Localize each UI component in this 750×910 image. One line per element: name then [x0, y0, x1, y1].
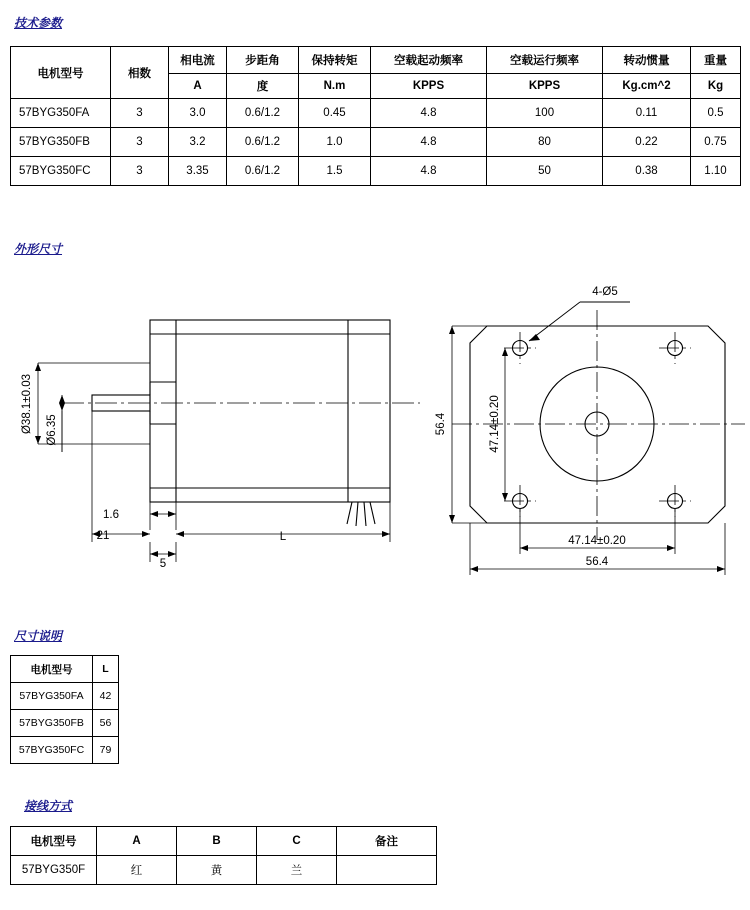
- col-header-length: L: [93, 656, 119, 683]
- motor-body-outline: [150, 320, 390, 502]
- dim-shaft-length-21: 21: [96, 530, 110, 542]
- table-row: [11, 856, 437, 885]
- dim-outer-width: 56.4: [585, 556, 609, 568]
- unit-step-angle: 度: [227, 74, 299, 99]
- cell-holding-torque: 1.5: [299, 157, 371, 186]
- tech-params-title: 技术参数: [14, 16, 63, 30]
- cell-holding-torque: 1.0: [299, 128, 371, 157]
- size-description-title: 尺寸说明: [14, 629, 63, 643]
- dim-outer-height: 56.4: [435, 412, 447, 436]
- size-description-table: [10, 655, 119, 764]
- cell-length: 56: [93, 710, 119, 737]
- cell-model: 57BYG350FC: [11, 737, 93, 764]
- cell-inertia: 0.11: [603, 99, 691, 128]
- cell-noload-start-freq: 4.8: [371, 128, 487, 157]
- cell-model: 57BYG350FB: [11, 710, 93, 737]
- col-header-inertia: 转动惯量: [603, 47, 691, 74]
- cell-weight: 0.75: [691, 128, 741, 157]
- cell-inertia: 0.22: [603, 128, 691, 157]
- cell-wire-a: 红: [97, 856, 177, 885]
- cell-wire-c: 兰: [257, 856, 337, 885]
- cell-model: 57BYG350FC: [11, 157, 111, 186]
- table-header-row-1: [11, 47, 741, 74]
- dim-keyflat-5: 5: [159, 558, 167, 570]
- cell-phases: 3: [111, 99, 169, 128]
- table-row: [11, 683, 119, 710]
- table-header-row: [11, 827, 437, 856]
- cell-step-angle: 0.6/1.2: [227, 157, 299, 186]
- cell-model: 57BYG350F: [11, 856, 97, 885]
- col-header-model: 电机型号: [11, 827, 97, 856]
- col-header-holding-torque: 保持转矩: [299, 47, 371, 74]
- cell-noload-run-freq: 80: [487, 128, 603, 157]
- unit-weight: Kg: [691, 74, 741, 99]
- col-header-phases: 相数: [111, 47, 169, 99]
- dim-body-length-L: L: [279, 531, 287, 543]
- dim-shaft-diameter: Ø6.35: [46, 414, 58, 446]
- col-header-phase-current: 相电流: [169, 47, 227, 74]
- cell-step-angle: 0.6/1.2: [227, 128, 299, 157]
- cell-phase-current: 3.0: [169, 99, 227, 128]
- dimension-drawing: [0, 262, 750, 592]
- cell-phase-current: 3.35: [169, 157, 227, 186]
- cell-length: 79: [93, 737, 119, 764]
- cell-phases: 3: [111, 157, 169, 186]
- col-header-c: C: [257, 827, 337, 856]
- col-header-weight: 重量: [691, 47, 741, 74]
- unit-noload-run-freq: KPPS: [487, 74, 603, 99]
- unit-holding-torque: N.m: [299, 74, 371, 99]
- cell-holding-torque: 0.45: [299, 99, 371, 128]
- wiring-title: 接线方式: [24, 799, 73, 813]
- dim-step-16: 1.6: [103, 509, 119, 521]
- col-header-b: B: [177, 827, 257, 856]
- col-header-noload-run-freq: 空载运行频率: [487, 47, 603, 74]
- cell-remark: [337, 856, 437, 885]
- cell-phase-current: 3.2: [169, 128, 227, 157]
- table-row: [11, 710, 119, 737]
- table-header-row: [11, 656, 119, 683]
- note-4-hole-dia: 4-Ø5: [592, 286, 618, 298]
- unit-noload-start-freq: KPPS: [371, 74, 487, 99]
- table-row: [11, 157, 741, 186]
- cell-model: 57BYG350FA: [11, 99, 111, 128]
- cell-wire-b: 黄: [177, 856, 257, 885]
- motor-face-outline: [470, 326, 725, 523]
- col-header-a: A: [97, 827, 177, 856]
- unit-inertia: Kg.cm^2: [603, 74, 691, 99]
- unit-phase-current: A: [169, 74, 227, 99]
- cell-noload-run-freq: 50: [487, 157, 603, 186]
- table-row: [11, 737, 119, 764]
- cell-noload-start-freq: 4.8: [371, 99, 487, 128]
- cell-inertia: 0.38: [603, 157, 691, 186]
- dim-hole-pitch-vertical: 47.14±0.20: [489, 395, 501, 453]
- wiring-table: [10, 826, 437, 885]
- cell-noload-run-freq: 100: [487, 99, 603, 128]
- cell-model: 57BYG350FB: [11, 128, 111, 157]
- dim-hole-pitch-horizontal: 47.14±0.20: [568, 535, 626, 547]
- cell-length: 42: [93, 683, 119, 710]
- tech-params-table: [10, 46, 741, 186]
- col-header-model: 电机型号: [11, 656, 93, 683]
- cell-noload-start-freq: 4.8: [371, 157, 487, 186]
- cell-weight: 0.5: [691, 99, 741, 128]
- col-header-remark: 备注: [337, 827, 437, 856]
- cell-phases: 3: [111, 128, 169, 157]
- col-header-model: 电机型号: [11, 47, 111, 99]
- col-header-noload-start-freq: 空载起动频率: [371, 47, 487, 74]
- cell-step-angle: 0.6/1.2: [227, 99, 299, 128]
- col-header-step-angle: 步距角: [227, 47, 299, 74]
- cell-weight: 1.10: [691, 157, 741, 186]
- dim-flange-diameter: Ø38.1±0.03: [21, 373, 33, 435]
- cell-model: 57BYG350FA: [11, 683, 93, 710]
- outline-dimensions-title: 外形尺寸: [14, 242, 63, 256]
- table-row: [11, 128, 741, 157]
- table-row: [11, 99, 741, 128]
